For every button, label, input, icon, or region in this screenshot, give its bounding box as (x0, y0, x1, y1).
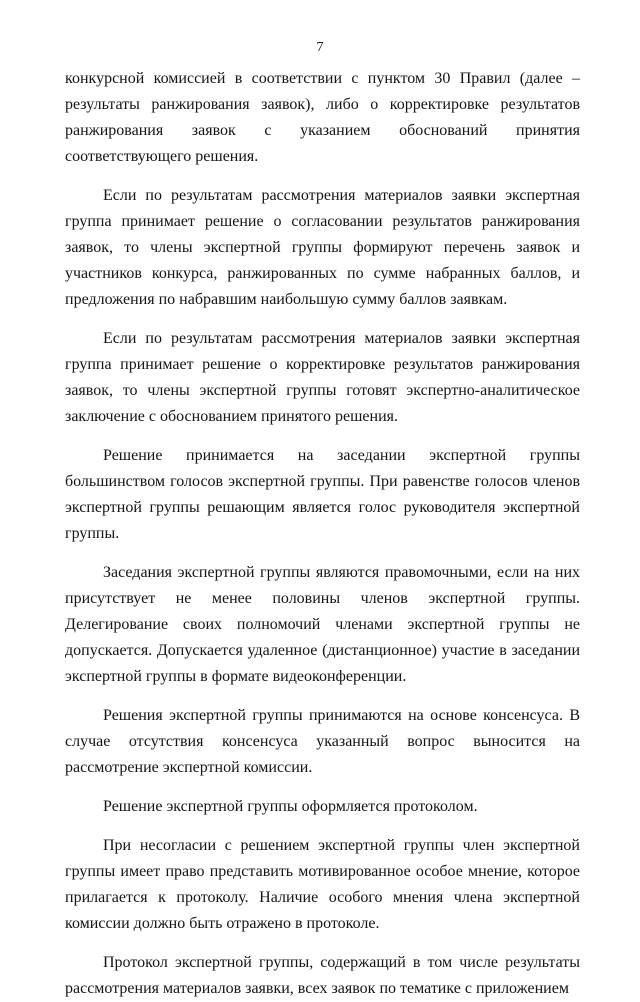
paragraph-5: Заседания экспертной группы являются правомочными, если на них присутствует не менее половины членов экспертной группы. Делегирование своих полномочий членами экспертной группы не допускается. Допускается удаленное (дистанционное) участие в заседании экспертной группы в формате видеоконференции. (65, 564, 580, 685)
page-number: 7 (316, 40, 324, 55)
paragraph-2: Если по результатам рассмотрения материалов заявки экспертная группа принимает решение о согласовании результатов ранжирования заявок, то члены экспертной группы формируют перечень заявок и участников конкурса, ранжированных по сумме набранных баллов, и предложения по набравшим наибольшую сумму баллов заявкам. (65, 187, 580, 308)
paragraph-1: конкурсной комиссией в соответствии с пунктом 30 Правил (далее – результаты ранжирования заявок), либо о корректировке результатов ранжирования заявок с указанием обоснований принятия соответствующего решения. (65, 70, 580, 165)
paragraph-8: При несогласии с решением экспертной группы член экспертной группы имеет право представить мотивированное особое мнение, которое прилагается к протоколу. Наличие особого мнения члена экспертной комиссии должно быть отражено в протоколе. (65, 837, 580, 932)
paragraph-7: Решение экспертной группы оформляется протоколом. (103, 798, 478, 815)
paragraph-4: Решение принимается на заседании экспертной группы большинством голосов экспертной группы. При равенстве голосов членов экспертной группы решающим является голос руководителя экспертной группы. (65, 447, 580, 542)
paragraph-6: Решения экспертной группы принимаются на основе консенсуса. В случае отсутствия консенсуса указанный вопрос выносится на рассмотрение экспертной комиссии. (65, 707, 580, 776)
paragraph-3: Если по результатам рассмотрения материалов заявки экспертная группа принимает решение о корректировке результатов ранжирования заявок, то члены экспертной группы готовят экспертно-аналитическое заключение с обоснованием принятого решения. (65, 330, 580, 425)
paragraph-9: Протокол экспертной группы, содержащий в том числе результаты рассмотрения материалов заявки, всех заявок по тематике с приложением (65, 954, 580, 997)
